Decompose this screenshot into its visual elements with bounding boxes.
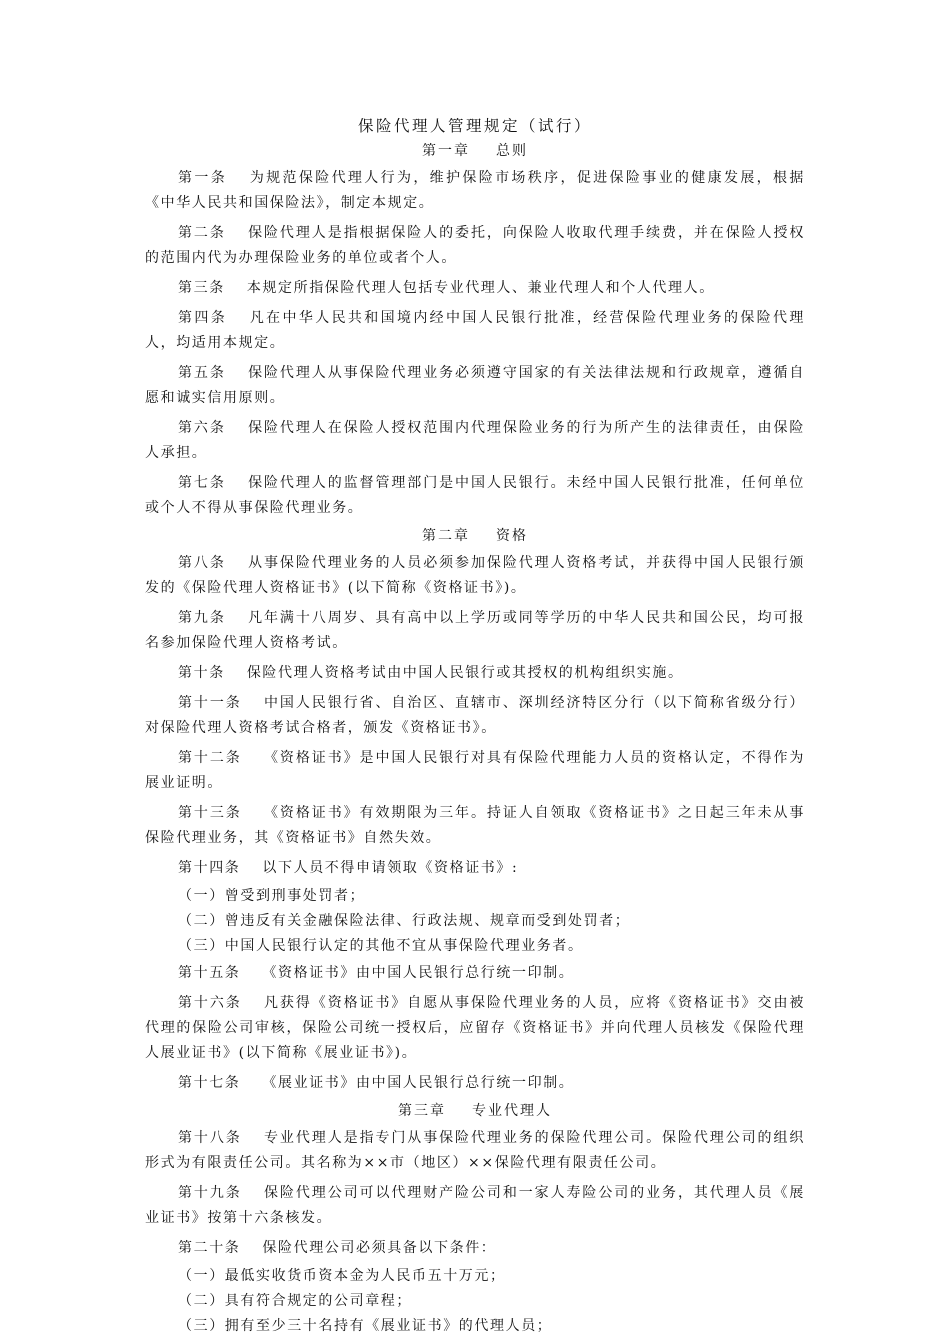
article [145, 961, 805, 986]
article [145, 991, 805, 1066]
article-label: 第二十条 [178, 1240, 241, 1256]
article-label: 第十六条 [178, 995, 242, 1011]
article-text: 本规定所指保险代理人包括专业代理人、兼业代理人和个人代理人。 [246, 280, 715, 296]
article [145, 801, 805, 851]
chapter-heading [145, 141, 805, 161]
article [145, 551, 805, 601]
article-text: 《资格证书》有效期限为三年。持证人自领取《资格证书》之日起三年未从事保险代理业务，其《资格证书》自然失效。 [145, 805, 805, 846]
list-item: （二）具有符合规定的公司章程； [178, 1293, 412, 1309]
article-label: 第三条 [178, 280, 225, 296]
article [145, 1071, 805, 1096]
document-page [145, 116, 805, 1341]
article-text: 中国人民银行省、自治区、直辖市、深圳经济特区分行（以下简称省级分行）对保险代理人资格考试合格者，颁发《资格证书》。 [145, 695, 805, 736]
list-item: （三）中国人民银行认定的其他不宜从事保险代理业务者。 [178, 938, 584, 954]
article [145, 306, 805, 356]
article [145, 361, 805, 411]
article-label: 第七条 [178, 475, 226, 491]
article-text: 保险代理人在保险人授权范围内代理保险业务的行为所产生的法律责任，由保险人承担。 [145, 420, 805, 461]
article [145, 746, 805, 796]
article [145, 471, 805, 521]
article-label: 第一条 [178, 170, 228, 186]
chapter-number: 第一章 [422, 143, 470, 159]
article-label: 第十八条 [178, 1130, 242, 1146]
article-label: 第二条 [178, 225, 226, 241]
article-label: 第八条 [178, 555, 226, 571]
article-label: 第十七条 [178, 1075, 241, 1091]
article-text: 保险代理人是指根据保险人的委托，向保险人收取代理手续费，并在保险人授权的范围内代为办理保险业务的单位或者个人。 [145, 225, 805, 266]
chapter-name: 资格 [496, 528, 528, 544]
article [145, 856, 805, 881]
list-item: （二）曾违反有关金融保险法律、行政法规、规章而受到处罚者； [178, 913, 631, 929]
article-label: 第十三条 [178, 805, 242, 821]
chapter-heading [145, 1101, 805, 1121]
article [145, 661, 805, 686]
document-title: 保险代理人管理规定（试行） [357, 117, 592, 135]
article-label: 第十一条 [178, 695, 242, 711]
article-text: 保险代理公司必须具备以下条件： [262, 1240, 497, 1256]
article-label: 第九条 [178, 610, 226, 626]
article-label: 第四条 [178, 310, 228, 326]
article-text: 凡获得《资格证书》自愿从事保险代理业务的人员，应将《资格证书》交由被代理的保险公司审核，保险公司统一授权后，应留存《资格证书》并向代理人员核发《保险代理人展业证书》(以下简称《展业证书》)。 [145, 995, 805, 1061]
article-label: 第十条 [178, 665, 225, 681]
article-text: 《展业证书》由中国人民银行总行统一印制。 [262, 1075, 575, 1091]
article-label: 第十九条 [178, 1185, 242, 1201]
article-label: 第十四条 [178, 860, 241, 876]
article [145, 1236, 805, 1261]
article-label: 第六条 [178, 420, 226, 436]
chapter-name: 总则 [496, 143, 528, 159]
article-text: 从事保险代理业务的人员必须参加保险代理人资格考试，并获得中国人民银行颁发的《保险代理人资格证书》(以下简称《资格证书》)。 [145, 555, 805, 596]
article-text: 保险代理人资格考试由中国人民银行或其授权的机构组织实施。 [246, 665, 684, 681]
article-text: 保险代理人从事保险代理业务必须遵守国家的有关法律法规和行政规章，遵循自愿和诚实信用原则。 [145, 365, 805, 406]
chapter-number: 第二章 [422, 528, 470, 544]
article [145, 606, 805, 656]
article-label: 第十二条 [178, 750, 242, 766]
list-item: （一）曾受到刑事处罚者； [178, 888, 366, 904]
chapter-number: 第三章 [398, 1103, 446, 1119]
article [145, 166, 805, 216]
article-text: 保险代理公司可以代理财产险公司和一家人寿险公司的业务，其代理人员《展业证书》按第十六条核发。 [145, 1185, 805, 1226]
chapter-name: 专业代理人 [472, 1103, 552, 1119]
chapter-heading [145, 526, 805, 546]
article [145, 221, 805, 271]
article-text: 以下人员不得申请领取《资格证书》: [262, 860, 519, 876]
article-text: 保险代理人的监督管理部门是中国人民银行。未经中国人民银行批准，任何单位或个人不得从事保险代理业务。 [145, 475, 805, 516]
article-text: 《资格证书》由中国人民银行总行统一印制。 [262, 965, 575, 981]
article-text: 《资格证书》是中国人民银行对具有保险代理能力人员的资格认定，不得作为展业证明。 [145, 750, 805, 791]
article-label: 第五条 [178, 365, 226, 381]
article [145, 1181, 805, 1231]
article-label: 第十五条 [178, 965, 241, 981]
article-text: 为规范保险代理人行为，维护保险市场秩序，促进保险事业的健康发展，根据《中华人民共和国保险法》，制定本规定。 [145, 170, 805, 211]
list-item: （三）拥有至少三十名持有《展业证书》的代理人员； [178, 1318, 553, 1334]
list-item: （一）最低实收货币资本金为人民币五十万元； [178, 1268, 506, 1284]
article-text: 凡年满十八周岁、具有高中以上学历或同等学历的中华人民共和国公民，均可报名参加保险代理人资格考试。 [145, 610, 805, 651]
article-text: 专业代理人是指专门从事保险代理业务的保险代理公司。保险代理公司的组织形式为有限责任公司。其名称为××市（地区）××保险代理有限责任公司。 [145, 1130, 805, 1171]
article-text: 凡在中华人民共和国境内经中国人民银行批准，经营保险代理业务的保险代理人，均适用本规定。 [145, 310, 805, 351]
article [145, 276, 805, 301]
article [145, 416, 805, 466]
article [145, 1126, 805, 1176]
article [145, 691, 805, 741]
